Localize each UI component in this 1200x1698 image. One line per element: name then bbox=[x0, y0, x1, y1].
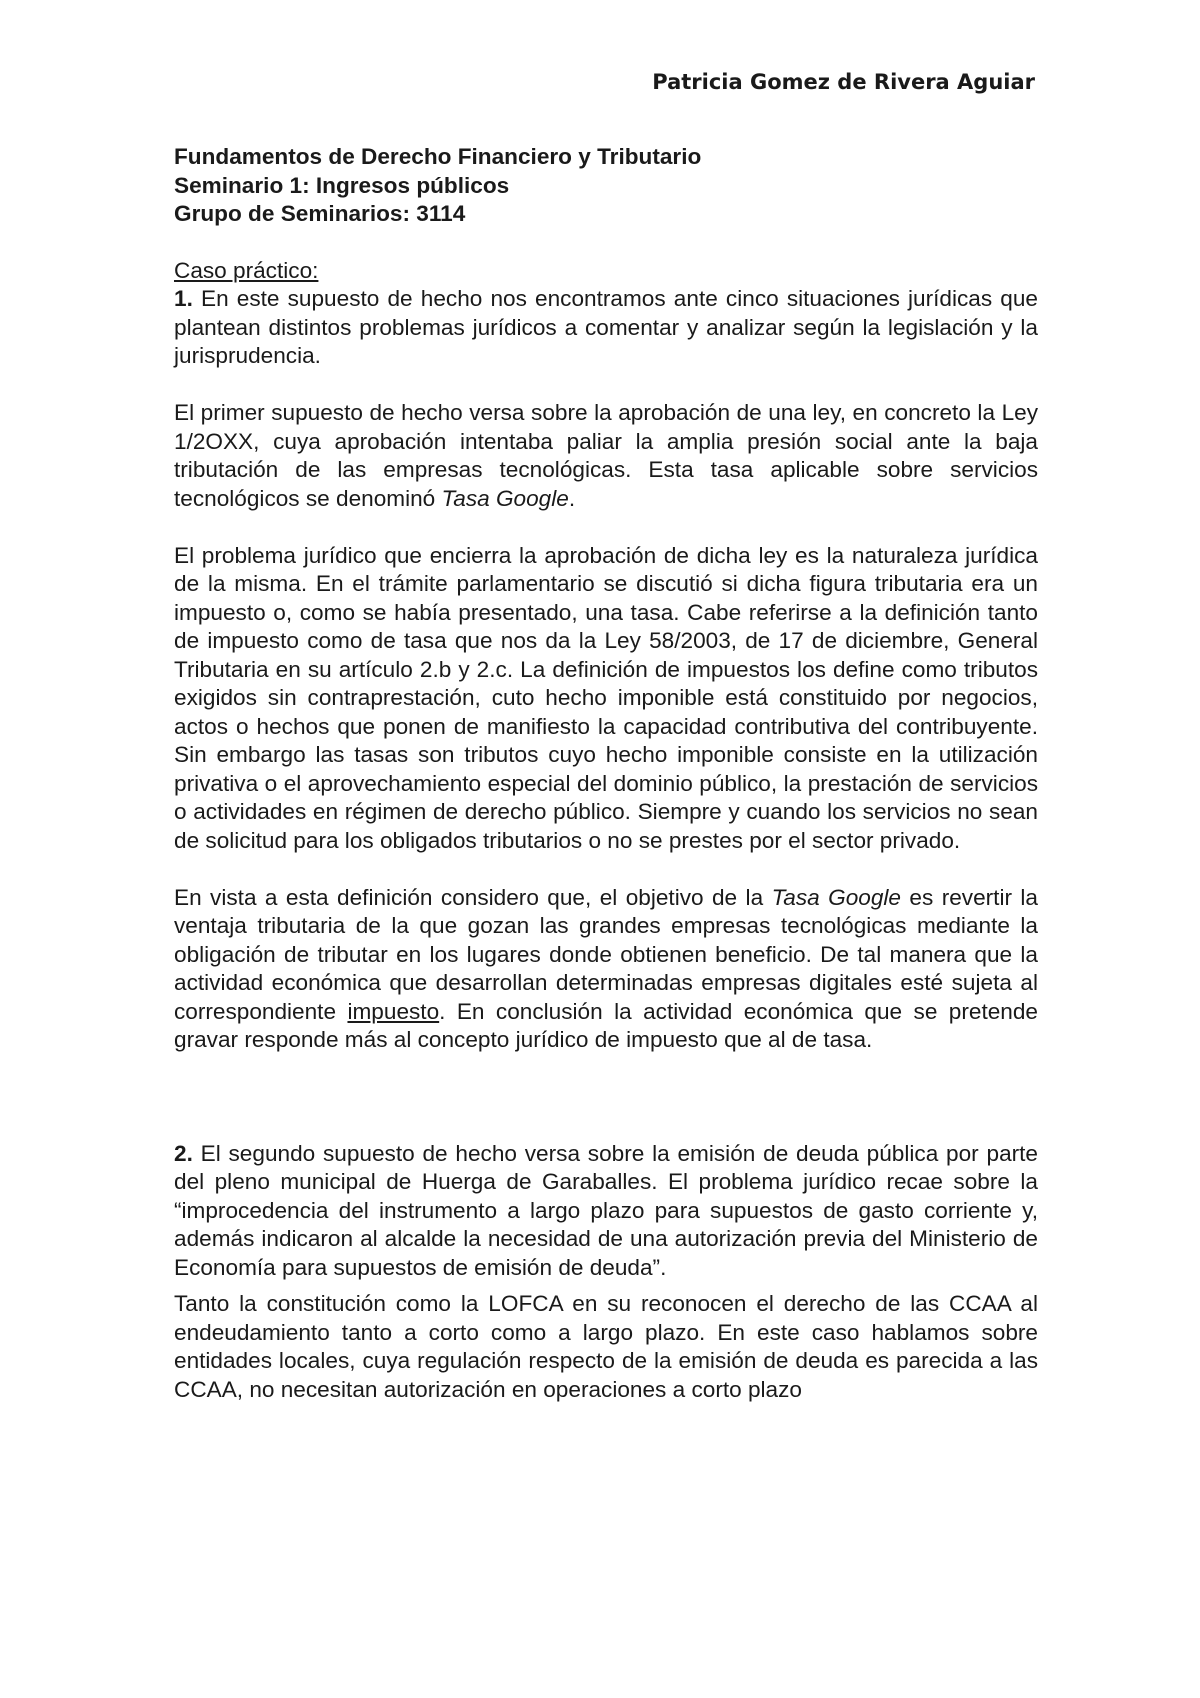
section2-paragraph-1 bbox=[174, 1140, 1038, 1283]
section1-paragraph-4 bbox=[174, 884, 1038, 1055]
section1-p2-text: El primer supuesto de hecho versa sobre la aprobación de una ley, en concreto la Ley 1/2OXX, cuya aprobación intentaba paliar la amplia presión social ante la baja tributación de las empresas tecnológicas. Esta tasa aplicable sobre servicios tecnológicos se denominó bbox=[174, 400, 1038, 511]
section1-paragraph-2 bbox=[174, 399, 1038, 513]
section1-number: 1. bbox=[174, 286, 193, 311]
section1-paragraph-3: El problema jurídico que encierra la aprobación de dicha ley es la naturaleza jurídica de la misma. En el trámite parlamentario se discutió si dicha figura tributaria era un impuesto o, como se había presentado, una tasa. Cabe referirse a la definición tanto de impuesto como de tasa que nos da la Ley 58/2003, de 17 de diciembre, General Tributaria en su artículo 2.b y 2.c. La definición de impuestos los define como tributos exigidos sin contraprestación, cuto hecho imponible está constituido por negocios, actos o hechos que ponen de manifiesto la capacidad contributiva del contribuyente. Sin embargo las tasas son tributos cuyo hecho imponible consiste en la utilización privativa o el aprovechamiento especial del dominio público, la prestación de servicios o actividades en régimen de derecho público. Siempre y cuando los servicios no sean de solicitud para los obligados tributarios o no se prestes por el sector privado. bbox=[174, 542, 1038, 853]
section1-p2-end: . bbox=[568, 485, 576, 511]
tasa-google-italic-2: Tasa Google bbox=[771, 884, 901, 910]
section2-number: 2. bbox=[174, 1140, 193, 1166]
document-heading bbox=[174, 143, 1038, 229]
course-title: Fundamentos de Derecho Financiero y Tributario bbox=[174, 144, 702, 169]
section1-p4-a: En vista a esta definición considero que, el objetivo de la bbox=[174, 884, 772, 910]
section1-p4-b: es revertir la ventaja tributaria de la que gozan las grandes empresas tecnológicas mediante la obligación de tributar en los lugares donde obtienen beneficio. De tal manera que la actividad económica que desarrollan determinadas empresas digitales esté sujeta al correspondiente bbox=[174, 884, 1039, 1024]
group-title: Grupo de Seminarios: 3114 bbox=[174, 201, 466, 226]
section1-intro bbox=[174, 285, 1038, 371]
section1-intro-text: En este supuesto de hecho nos encontramos ante cinco situaciones jurídicas que plantean distintos problemas jurídicos a comentar y analizar según la legislación y la jurisprudencia. bbox=[174, 286, 1038, 368]
document-body bbox=[174, 143, 1038, 1404]
section1-p4-c: . En conclusión la actividad económica que se pretende gravar responde más al concepto jurídico de impuesto que al de tasa. bbox=[174, 998, 1038, 1052]
section2-paragraph-2: Tanto la constitución como la LOFCA en su reconocen el derecho de las CCAA al endeudamiento tanto a corto como a largo plazo. En este caso hablamos sobre entidades locales, cuya regulación respecto de la emisión de deuda es parecida a las CCAA, no necesitan autorización en operaciones a corto plazo bbox=[174, 1291, 1038, 1402]
author-name: Patricia Gomez de Rivera Aguiar bbox=[652, 70, 1035, 94]
section2-p1-text: El segundo supuesto de hecho versa sobre la emisión de deuda pública por parte del pleno municipal de Huerga de Garaballes. El problema jurídico recae sobre la “improcedencia del instrumento a largo plazo para supuestos de gasto corriente y, además indicaron al alcalde la necesidad de una autorización previa del Ministerio de Economía para supuestos de emisión de deuda”. bbox=[174, 1140, 1038, 1280]
tasa-google-italic: Tasa Google bbox=[441, 485, 569, 511]
seminar-title: Seminario 1: Ingresos públicos bbox=[174, 172, 510, 198]
impuesto-underlined: impuesto bbox=[347, 998, 440, 1024]
caso-practico-label: Caso práctico: bbox=[174, 257, 319, 283]
